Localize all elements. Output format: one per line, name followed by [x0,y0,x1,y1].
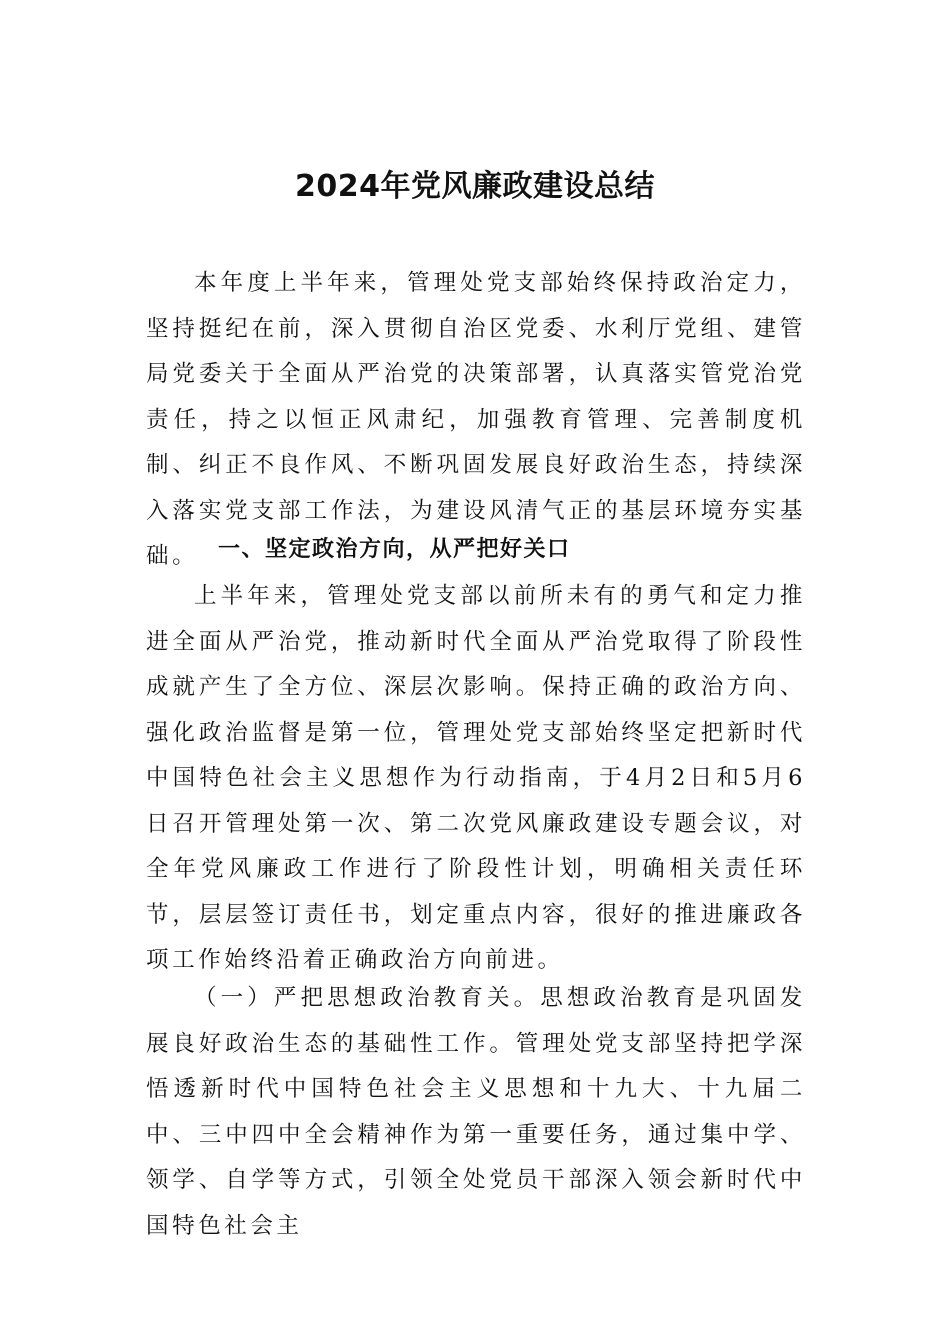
section-heading-1: 一、坚定政治方向，从严把好关口 [218,537,571,562]
document-title: 2024年党风廉政建设总结 [295,169,655,204]
section-1-paragraph: 上半年来，管理处党支部以前所未有的勇气和定力推进全面从严治党，推动新时代全面从严治党取得了阶段性成就产生了全方位、深层次影响。保持正确的政治方向、强化政治监督是第一位，管理处党支部始终坚定把新时代中国特色社会主义思想作为行动指南，于4月2日和5月6日召开管理处第一次、第二次党风廉政建设专题会议，对全年党风廉政工作进行了阶段性计划，明确相关责任环节，层层签订责任书，划定重点内容，很好的推进廉政各项工作始终沿着正确政治方向前进。 [146,583,806,973]
intro-paragraph: 本年度上半年来，管理处党支部始终保持政治定力，坚持挺纪在前，深入贯彻自治区党委、水利厅党组、建管局党委关于全面从严治党的决策部署，认真落实管党治党责任，持之以恒正风肃纪，加强教育管理、完善制度机制、纠正不良作风、不断巩固发展良好政治生态，持续深入落实党支部工作法，为建设风清气正的基层环境夯实基础。 [146,270,806,569]
subsection-1-paragraph: （一）严把思想政治教育关。思想政治教育是巩固发展良好政治生态的基础性工作。管理处党支部坚持把学深悟透新时代中国特色社会主义思想和十九大、十九届二中、三中四中全会精神作为第一重要任务，通过集中学、领学、自学等方式，引领全处党员干部深入领会新时代中国特色社会主 [146,985,806,1239]
